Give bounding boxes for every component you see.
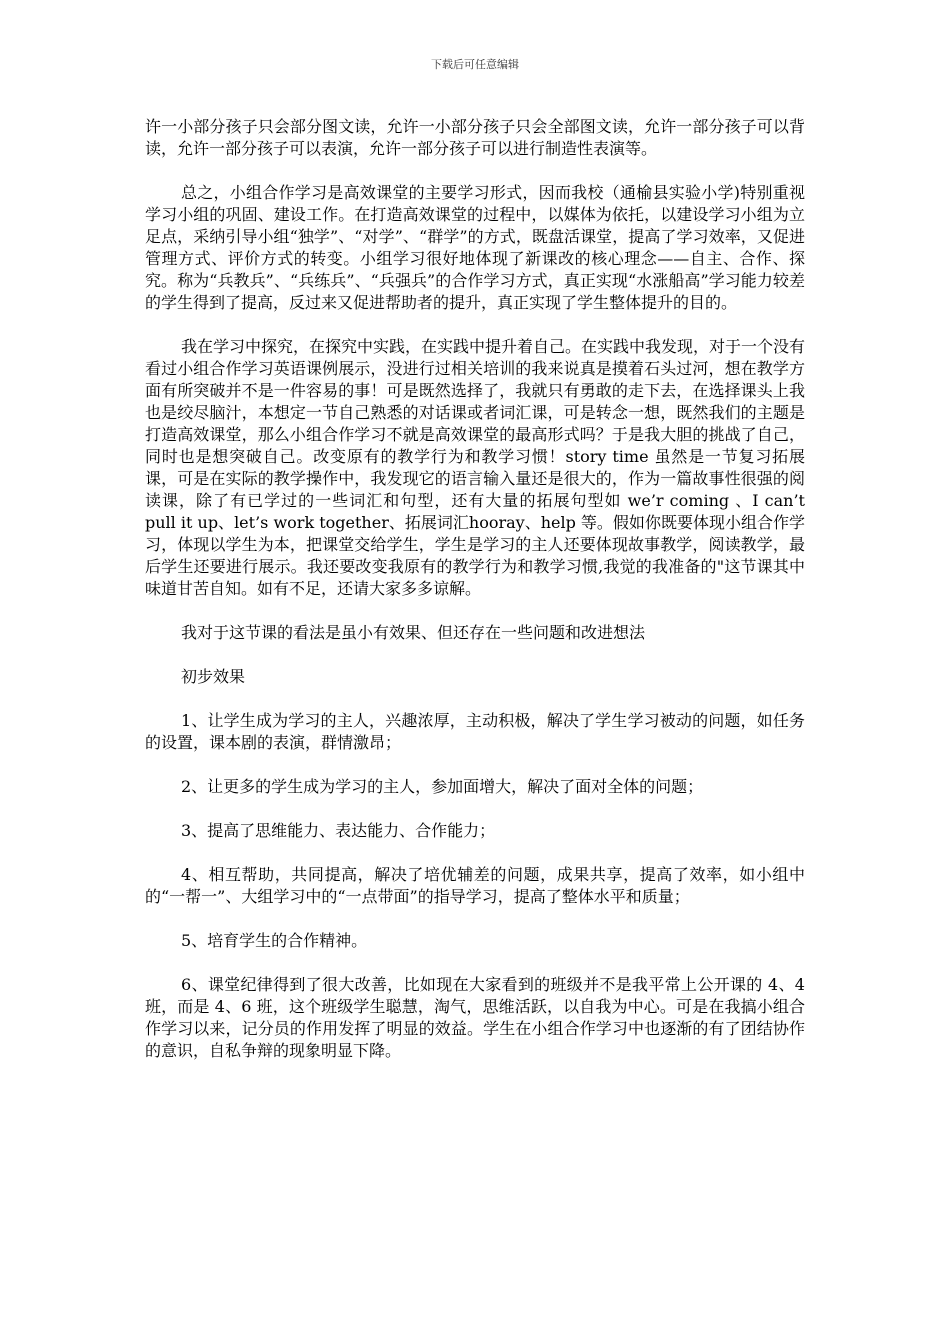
list-item-effect-4: 4、相互帮助，共同提高，解决了培优辅差的问题，成果共享，提高了效率，如小组中的“一帮一”、大组学习中的“一点带面”的指导学习，提高了整体水平和质量； [145, 865, 805, 906]
section-heading-initial-effects: 初步效果 [181, 667, 246, 686]
paragraph-practice: 我在学习中探究，在探究中实践，在实践中提升着自己。在实践中我发现，对于一个没有看过小组合作学习英语课例展示，没进行过相关培训的我来说真是摸着石头过河，想在教学方面有所突破并不是一件容易的事！可是既然选择了，我就只有勇敢的走下去，在选择课头上我也是绞尽脑汁，本想定一节自己熟悉的对话课或者词汇课，可是转念一想，既然我们的主题是打造高效课堂，那么小组合作学习不就是高效课堂的最高形式吗？于是我大胆的挑战了自己，同时也是想突破自己。改变原有的教学行为和教学习惯！story time 虽然是一节复习拓展课，可是在实际的教学操作中，我发现它的语言输入量还是很大的，作为一篇故事性很强的阅读课，除了有已学过的一些词汇和句型，还有大量的拓展句型如 we’r coming 、I can’t pull it up、let’s work together、拓展词汇hooray、help 等。假如你既要体现小组合作学习，体现以学生为本，把课堂交给学生，学生是学习的主人还要体现故事教学，阅读教学，最后学生还要进行展示。我还要改变我原有的教学行为和教学习惯,我觉的我准备的"这节课其中味道甘苦自知。如有不足，还请大家多多谅解。 [145, 337, 806, 598]
list-item-effect-5: 5、培育学生的合作精神。 [181, 931, 368, 950]
paragraph-continuation: 许一小部分孩子只会部分图文读，允许一小部分孩子只会全部图文读，允许一部分孩子可以背读，允许一部分孩子可以表演，允许一部分孩子可以进行制造性表演等。 [145, 117, 805, 158]
paragraph-summary: 总之，小组合作学习是高效课堂的主要学习形式，因而我校（通榆县实验小学)特别重视学习小组的巩固、建设工作。在打造高效课堂的过程中，以媒体为依托，以建设学习小组为立足点，采纳引导小组“独学”、“对学”、“群学”的方式，既盘活课堂，提高了学习效率，又促进管理方式、评价方式的转变。小组学习很好地体现了新课改的核心理念——自主、合作、探究。称为“兵教兵”、“兵练兵”、“兵强兵”的合作学习方式，真正实现“水涨船高”学习能力较差的学生得到了提高，反过来又促进帮助者的提升，真正实现了学生整体提升的目的。 [145, 183, 805, 312]
paragraph-opinion: 我对于这节课的看法是虽小有效果、但还存在一些问题和改进想法 [181, 623, 646, 642]
list-item-effect-6: 6、课堂纪律得到了很大改善，比如现在大家看到的班级并不是我平常上公开课的 4、4 班，而是 4、6 班，这个班级学生聪慧，淘气，思维活跃，以自我为中心。可是在我搞小组合作学习以来，记分员的作用发挥了明显的效益。学生在小组合作学习中也逐渐的有了团结协作的意识，自私争辩的现象明显下降。 [145, 975, 805, 1060]
list-item-effect-3: 3、提高了思维能力、表达能力、合作能力； [181, 821, 496, 840]
list-item-effect-1: 1、让学生成为学习的主人，兴趣浓厚，主动积极，解决了学生学习被动的问题，如任务的设置，课本剧的表演，群情激昂； [145, 711, 805, 752]
page-header: 下载后可任意编辑 [431, 58, 519, 71]
list-item-effect-2: 2、让更多的学生成为学习的主人，参加面增大，解决了面对全体的问题； [181, 777, 704, 796]
document-body [145, 116, 805, 1084]
